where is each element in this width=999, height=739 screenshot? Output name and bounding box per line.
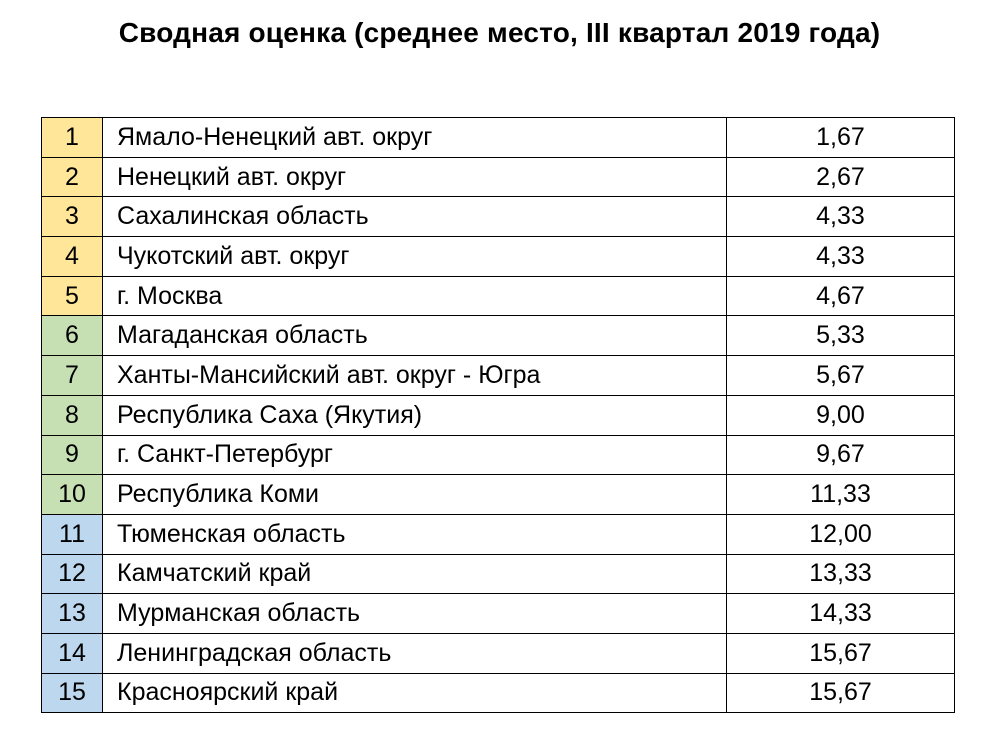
region-cell: Красноярский край [103, 673, 727, 713]
rank-cell: 2 [42, 157, 103, 197]
score-cell: 5,33 [727, 316, 955, 356]
score-cell: 9,67 [727, 435, 955, 475]
rank-cell: 10 [42, 475, 103, 515]
rank-cell: 3 [42, 197, 103, 237]
rank-cell: 4 [42, 237, 103, 277]
rank-cell: 6 [42, 316, 103, 356]
region-cell: Мурманская область [103, 594, 727, 634]
table-row [42, 514, 955, 554]
region-cell: Ямало-Ненецкий авт. округ [103, 118, 727, 158]
region-cell: Ханты-Мансийский авт. округ - Югра [103, 356, 727, 396]
table-row [42, 237, 955, 277]
table-row [42, 435, 955, 475]
region-cell: Камчатский край [103, 554, 727, 594]
score-cell: 15,67 [727, 673, 955, 713]
rank-cell: 1 [42, 118, 103, 158]
score-cell: 9,00 [727, 395, 955, 435]
rank-cell: 13 [42, 594, 103, 634]
table-row [42, 633, 955, 673]
region-cell: г. Москва [103, 276, 727, 316]
rank-cell: 8 [42, 395, 103, 435]
table-row [42, 475, 955, 515]
rank-cell: 9 [42, 435, 103, 475]
region-cell: Сахалинская область [103, 197, 727, 237]
table-row [42, 395, 955, 435]
score-cell: 13,33 [727, 554, 955, 594]
region-cell: Республика Саха (Якутия) [103, 395, 727, 435]
rank-cell: 5 [42, 276, 103, 316]
region-cell: Ленинградская область [103, 633, 727, 673]
rank-cell: 7 [42, 356, 103, 396]
region-cell: Ненецкий авт. округ [103, 157, 727, 197]
region-cell: г. Санкт-Петербург [103, 435, 727, 475]
score-cell: 4,33 [727, 237, 955, 277]
table-row [42, 197, 955, 237]
rank-cell: 11 [42, 514, 103, 554]
table-row [42, 594, 955, 634]
table-row [42, 316, 955, 356]
region-cell: Республика Коми [103, 475, 727, 515]
score-cell: 2,67 [727, 157, 955, 197]
score-cell: 4,67 [727, 276, 955, 316]
score-cell: 11,33 [727, 475, 955, 515]
rating-table [41, 117, 955, 713]
table-row [42, 157, 955, 197]
rating-table-body [42, 118, 955, 713]
score-cell: 12,00 [727, 514, 955, 554]
table-row [42, 554, 955, 594]
rank-cell: 12 [42, 554, 103, 594]
table-row [42, 356, 955, 396]
table-row [42, 276, 955, 316]
table-row [42, 673, 955, 713]
region-cell: Магаданская область [103, 316, 727, 356]
score-cell: 4,33 [727, 197, 955, 237]
score-cell: 15,67 [727, 633, 955, 673]
score-cell: 14,33 [727, 594, 955, 634]
table-row [42, 118, 955, 158]
score-cell: 1,67 [727, 118, 955, 158]
region-cell: Чукотский авт. округ [103, 237, 727, 277]
rank-cell: 14 [42, 633, 103, 673]
rank-cell: 15 [42, 673, 103, 713]
page-title: Сводная оценка (среднее место, III квартал 2019 года) [118, 17, 881, 48]
region-cell: Тюменская область [103, 514, 727, 554]
score-cell: 5,67 [727, 356, 955, 396]
